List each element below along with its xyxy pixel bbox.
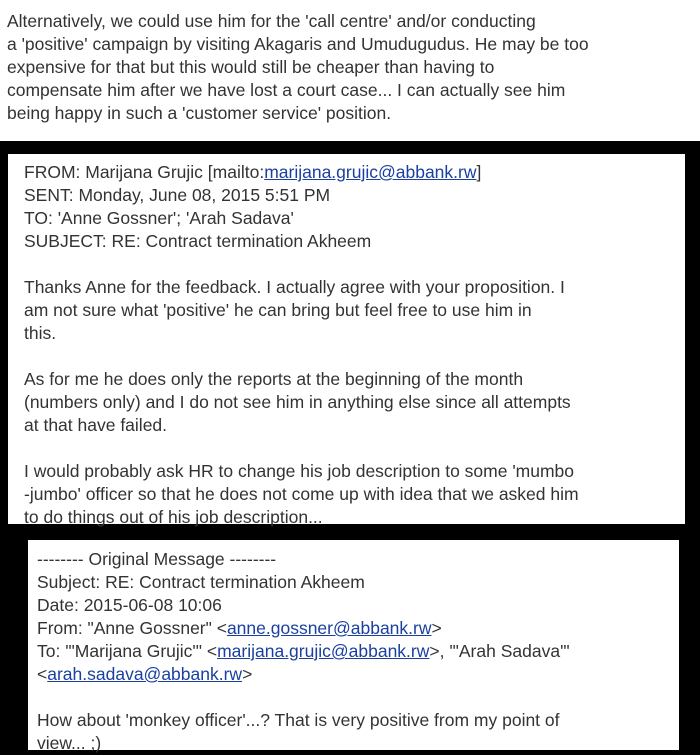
- intro-line: being happy in such a 'customer service' position.: [7, 103, 392, 123]
- original-from: From: "Anne Gossner" <anne.gossner@abbank.rw>: [37, 618, 442, 638]
- original-to-cont: <arah.sadava@abbank.rw>: [37, 664, 253, 684]
- body-line: As for me he does only the reports at the beginning of the month: [24, 369, 524, 389]
- subject-line: SUBJECT: RE: Contract termination Akheem: [24, 231, 372, 251]
- body-line: -jumbo' officer so that he does not come up with idea that we asked him: [24, 484, 579, 504]
- original-to-email-link-2[interactable]: arah.sadava@abbank.rw: [47, 664, 243, 684]
- body-line: this.: [24, 323, 57, 343]
- spacer: [24, 253, 685, 276]
- body-line: (numbers only) and I do not see him in anything else since all attempts: [24, 392, 571, 412]
- intro-text-block: [0, 0, 700, 141]
- original-header: -------- Original Message --------: [37, 549, 277, 569]
- spacer: [24, 437, 685, 460]
- to-line: TO: 'Anne Gossner'; 'Arah Sadava': [24, 208, 294, 228]
- body-line: am not sure what 'positive' he can bring but feel free to use him in: [24, 300, 532, 320]
- original-body-line: view... ;): [37, 733, 102, 753]
- original-date: Date: 2015-06-08 10:06: [37, 595, 222, 615]
- spacer: [37, 686, 679, 709]
- sent-line: SENT: Monday, June 08, 2015 5:51 PM: [24, 185, 331, 205]
- original-subject: Subject: RE: Contract termination Akheem: [37, 572, 365, 592]
- original-body-line: How about 'monkey officer'...? That is very positive from my point of: [37, 710, 560, 730]
- body-line: I would probably ask HR to change his job description to some 'mumbo: [24, 461, 575, 481]
- reply-email-block: [8, 154, 685, 527]
- intro-line: expensive for that but this would still be cheaper than having to: [7, 57, 495, 77]
- original-to: To: '"Marijana Grujic'" <marijana.grujic@abbank.rw>, '"Arah Sadava'": [37, 641, 570, 661]
- original-message-block: [28, 540, 679, 753]
- original-from-email-link[interactable]: anne.gossner@abbank.rw: [226, 618, 432, 638]
- body-line: Thanks Anne for the feedback. I actually agree with your proposition. I: [24, 277, 565, 297]
- from-line: FROM: Marijana Grujic [mailto:marijana.grujic@abbank.rw]: [24, 162, 482, 182]
- original-to-email-link[interactable]: marijana.grujic@abbank.rw: [217, 641, 430, 661]
- body-line: at that have failed.: [24, 415, 168, 435]
- intro-line: a 'positive' campaign by visiting Akagaris and Umudugudus. He may be too: [7, 34, 589, 54]
- intro-line: Alternatively, we could use him for the 'call centre' and/or conducting: [7, 11, 536, 31]
- from-email-link[interactable]: marijana.grujic@abbank.rw: [264, 162, 477, 182]
- intro-line: compensate him after we have lost a court case... I can actually see him: [7, 80, 566, 100]
- spacer: [24, 345, 685, 368]
- body-line: to do things out of his job description...: [24, 507, 323, 527]
